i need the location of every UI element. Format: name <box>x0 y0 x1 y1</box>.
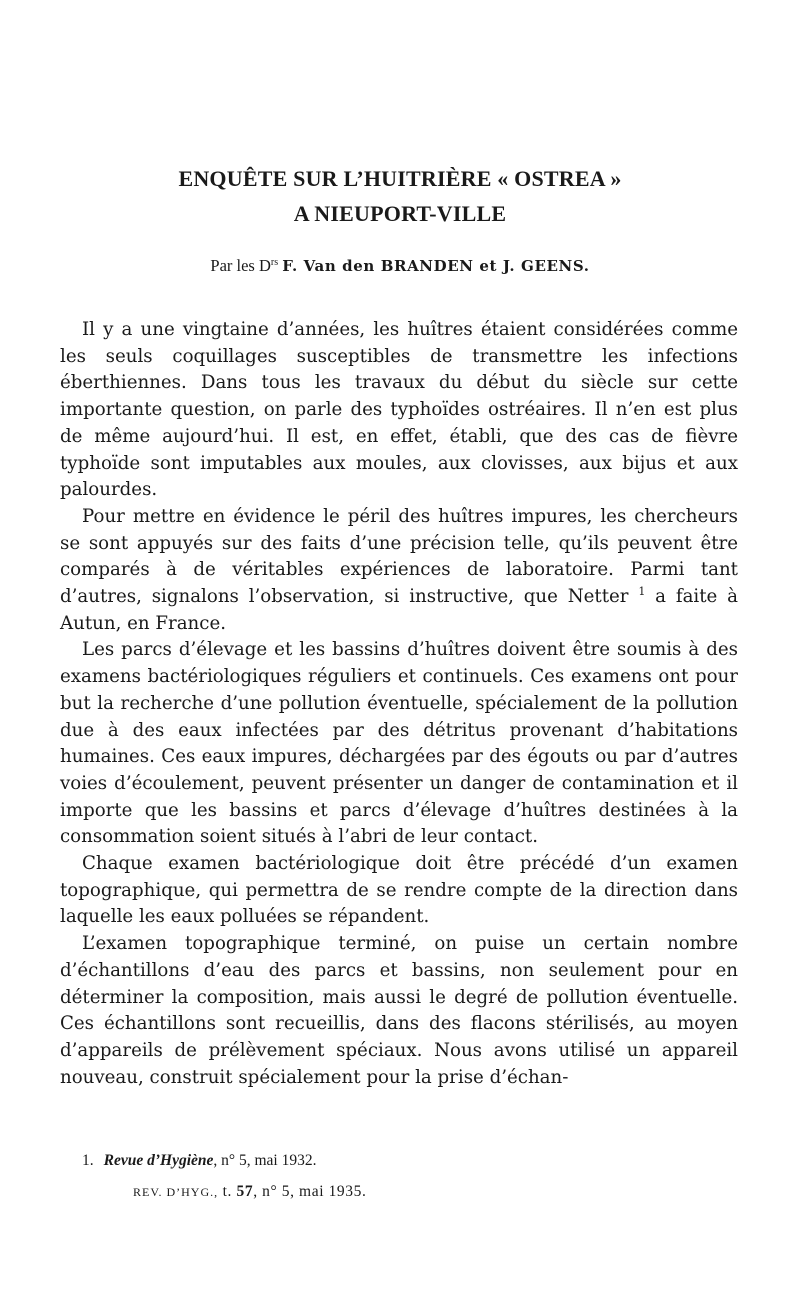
paragraph-2-tail: a faite à Autun, en France. <box>60 586 738 634</box>
authors: F. Van den BRANDEN et J. GEENS. <box>282 257 590 275</box>
issue-details: , n° 5, mai 1935. <box>253 1183 367 1200</box>
byline <box>0 256 800 276</box>
paragraph-2 <box>60 504 738 638</box>
article-title-line1: ENQUÊTE SUR L’HUITRIÈRE « OSTREA » <box>178 166 622 191</box>
paragraph-2-text: Pour mettre en évidence le péril des huîtres impures, les chercheurs se sont appuyés sur des faits d’une précision telle, qu’ils peuvent être comparés à de véritables expériences de laboratoire. Parmi tant d’autres, signalons l’observation, si instructive, que Netter <box>60 505 738 608</box>
footnote-details: , n° 5, mai 1932. <box>213 1152 317 1169</box>
paragraph-5: L’examen topographique terminé, on puise un certain nombre d’échantillons d’eau des parcs et bassins, non seulement pour en déterminer la composition, mais aussi le degré de pollution éventuelle. Ces échantillons sont recueillis, dans des flacons stérilisés, au moyen d’appareils de prélèvement spéciaux. Nous avons utilisé un appareil nouveau, construit spécialement pour la prise d’échan- <box>60 933 738 1088</box>
footnote-ref[interactable]: 1 <box>638 585 646 599</box>
byline-sup: rs <box>270 257 279 268</box>
tome-label: t. <box>222 1183 232 1200</box>
tome-number: 57 <box>236 1183 254 1200</box>
running-footer <box>133 1183 733 1201</box>
journal-abbr: REV. D’HYG., <box>133 1185 219 1199</box>
article-title-line2: A NIEUPORT-VILLE <box>293 201 507 226</box>
paragraph-4: Chaque examen bactériologique doit être précédé d’un examen topographique, qui permettra de se rendre compte de la direction dans laquelle les eaux polluées se répandent. <box>60 853 738 928</box>
footnote <box>82 1152 732 1170</box>
article-body <box>60 317 738 1091</box>
byline-prefix: Par les D <box>210 256 271 275</box>
paragraph-1: Il y a une vingtaine d’années, les huîtres étaient considérées comme les seuls coquillages susceptibles de transmettre les infections éberthiennes. Dans tous les travaux du début du siècle sur cette importante question, on parle des typhoïdes ostréaires. Il n’en est plus de même aujourd’hui. Il est, en effet, établi, que des cas de fièvre typhoïde sont imputables aux moules, aux clovisses, aux bijus et aux palourdes. <box>60 319 738 501</box>
paragraph-3: Les parcs d’élevage et les bassins d’huîtres doivent être soumis à des examens bactériologiques réguliers et continuels. Ces examens ont pour but la recherche d’une pollution éventuelle, spécialement de la pollution due à des eaux infectées par des détritus provenant d’habitations humaines. Ces eaux impures, déchargées par des égouts ou par d’autres voies d’écoulement, peuvent présenter un danger de contamination et il importe que les bassins et parcs d’élevage d’huîtres destinées à la consommation soient situés à l’abri de leur contact. <box>60 639 738 848</box>
footnote-journal: Revue d’Hygiène <box>103 1152 214 1169</box>
footnote-number: 1. <box>82 1152 94 1169</box>
